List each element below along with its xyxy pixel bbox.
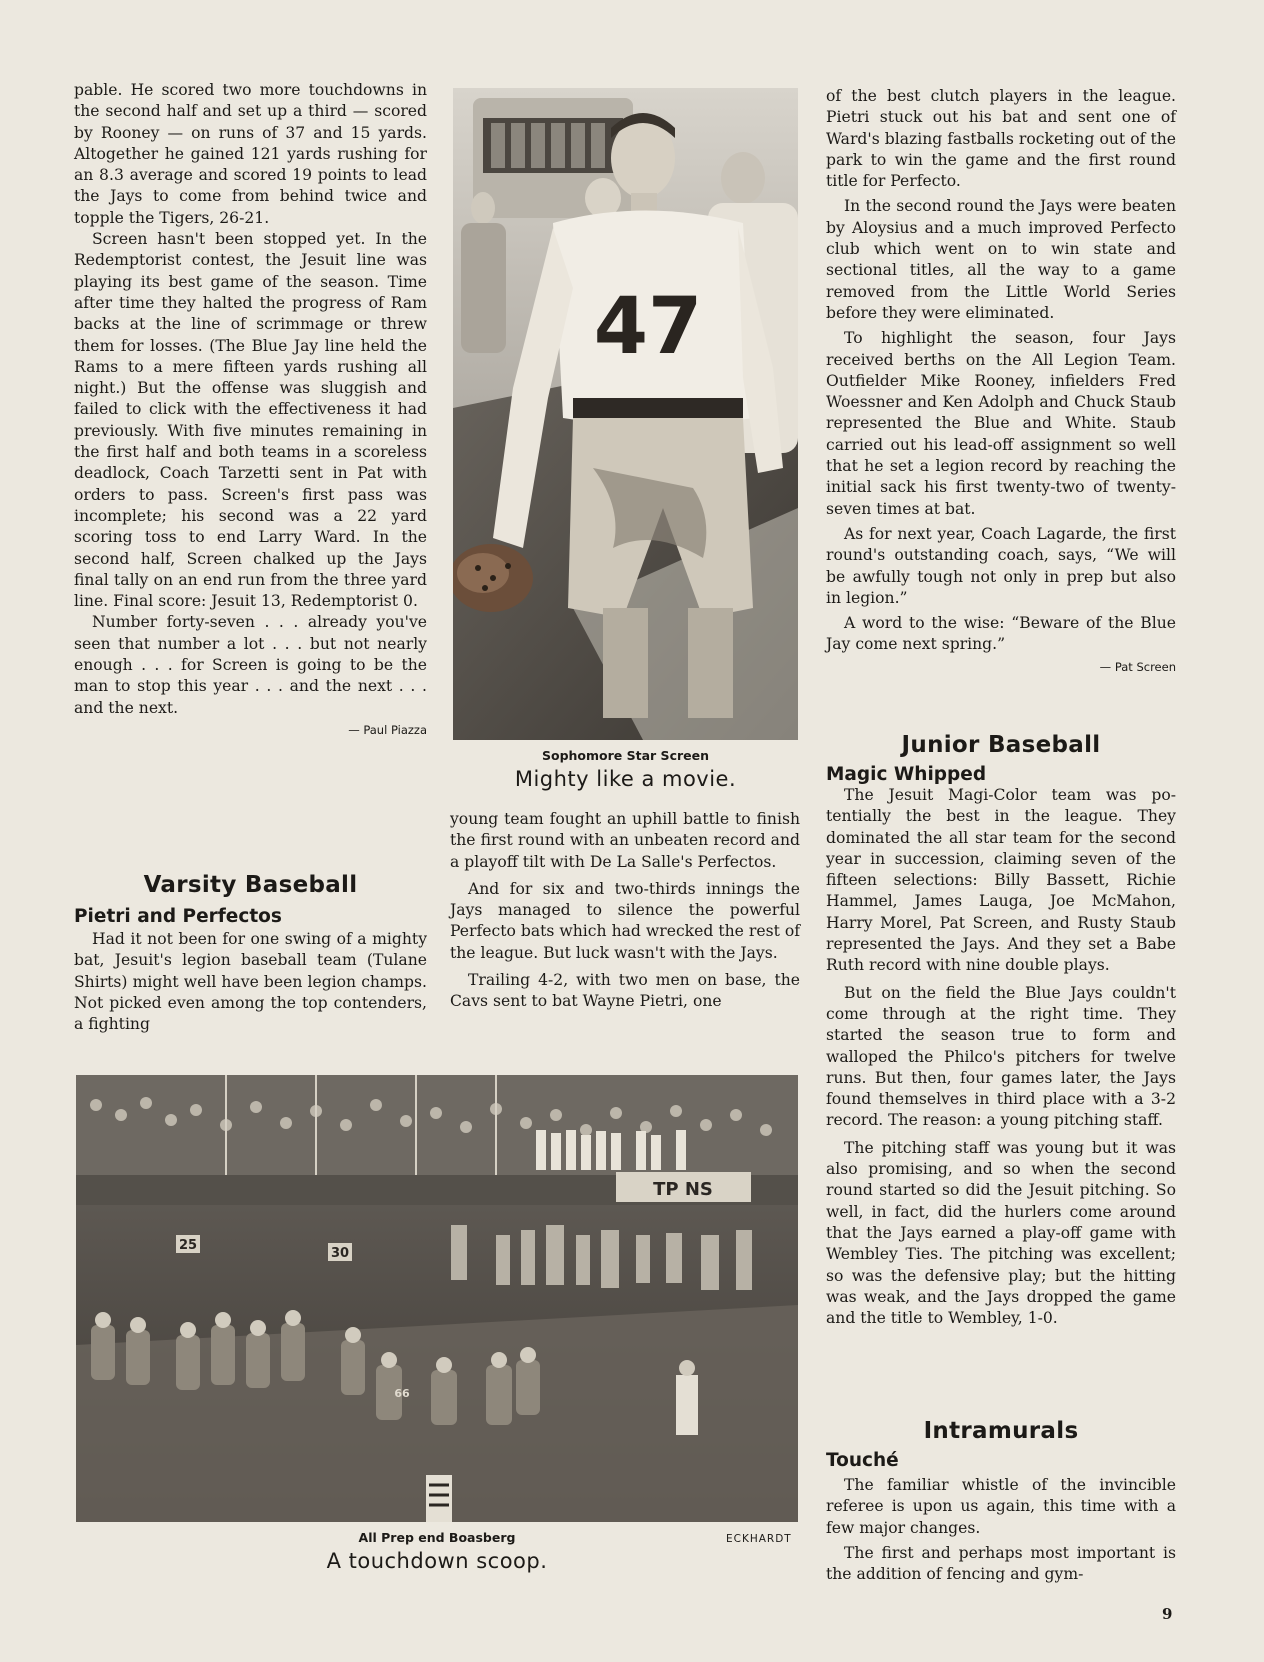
column-1 (74, 80, 427, 737)
body-paragraph: of the best clutch players in the league. Pietri stuck out his bat and sent one of Ward's blazing fastballs rocketing out of the park to win the game and the first round title for Perfecto. (826, 87, 1176, 191)
body-paragraph: A word to the wise: “Beware of the Blue Jay come next spring.” (826, 614, 1176, 654)
game-photo-caption (76, 1530, 798, 1573)
player-photo-image (453, 88, 798, 740)
caption-small: All Prep end Boasberg (358, 1530, 516, 1545)
body-paragraph: The Jesuit Magi-Color team was potentially the best in the league. They dominated the all star team for the second year in succession, claiming seven of the fifteen selections: Billy Bassett, Richie Hammel, James Lauga, Joe McMahon, Harry Morel, Pat Screen, and Rusty Staub represented the Jays. And they set a Babe Ruth record with nine double plays. (826, 786, 1176, 975)
photo-credit: ECKHARDT (726, 1533, 792, 1545)
sub-title: Touché (826, 1450, 899, 1471)
player-photo (453, 88, 798, 740)
game-photo-image (76, 1075, 798, 1522)
section-title: Intramurals (923, 1418, 1079, 1444)
page-number: 9 (1162, 1605, 1173, 1623)
game-photo (76, 1075, 798, 1522)
caption-big: A touchdown scoop. (326, 1549, 548, 1573)
sub-title: Magic Whipped (826, 764, 987, 785)
body-paragraph: The familiar whistle of the invincible referee is upon us again, this time with a few major changes. (826, 1476, 1176, 1537)
stadium-banner-text: TP NS (653, 1179, 713, 1200)
yard-marker: 30 (330, 1246, 350, 1261)
body-paragraph: pable. He scored two more touchdowns in the second half and set up a third — scored by Rooney — on runs of 37 and 15 yards. Altogether he gained 121 yards rushing for an 8.3 average and scored 19 points to lead the Jays to come from behind twice and topple the Tigers, 26-21. (74, 81, 427, 227)
junior-baseball-section (826, 732, 1176, 1329)
body-paragraph: Had it not been for one swing of a mighty bat, Jesuit's legion baseball team (Tulane Shirts) might well have been legion champs. Not picked even among the top contenders, a fighting (74, 930, 427, 1034)
byline: — Pat Screen (1099, 659, 1176, 674)
body-paragraph: In the second round the Jays were beaten by Aloysius and a much improved Perfecto club which went on to win state and sectional titles, all the way to a game removed from the Little World Series before they were eliminated. (826, 197, 1176, 322)
body-paragraph: young team fought an uphill battle to finish the first round with an unbeaten record and a playoff tilt with De La Salle's Perfectos. (450, 810, 800, 871)
section-title: Junior Baseball (901, 732, 1101, 758)
body-paragraph: Screen hasn't been stopped yet. In the Redemptorist contest, the Jesuit line was playing its best game of the season. Time after time they halted the progress of Ram backs at the line of scrimmage or threw them for losses. (The Blue Jay line held the Rams to a mere fifteen yards rushing all night.) But the offense was sluggish and failed to click with the effectiveness it had previously. With five minutes remaining in the first half and both teams in a scoreless deadlock, Coach Tarzetti sent in Pat with orders to pass. Screen's first pass was incomplete; his second was a 22 yard scoring toss to end Larry Ward. In the second half, Screen chalked up the Jays final tally on an end run from the three yard line. Final score: Jesuit 13, Redemptorist 0. (74, 230, 427, 611)
sub-title: Pietri and Perfectos (74, 906, 282, 927)
varsity-baseball-section (74, 872, 427, 1035)
player-number: 66 (394, 1387, 410, 1400)
caption-small: Sophomore Star Screen (542, 748, 709, 763)
body-paragraph: But on the field the Blue Jays couldn't come through at the right time. They started the season true to form and walloped the Philco's pitchers for twelve runs. But then, four games later, the Jays found themselves in third place with a 3-2 record. The reason: a young pitching staff. (826, 983, 1176, 1130)
section-title: Varsity Baseball (143, 872, 358, 898)
player-photo-caption (453, 748, 798, 791)
body-paragraph: The pitching staff was young but it was also promising, and so when the second round started so did the Jesuit pitching. So well, in fact, did the hurlers come around that the Jays earned a play-off game with Wembley Ties. The pitching was excellent; so was the defensive play; but the hitting was weak, and the Jays dropped the game and the title to Wembley, 1-0. (826, 1138, 1176, 1328)
intramurals-section (826, 1418, 1176, 1585)
body-paragraph: The first and perhaps most important is the addition of fencing and gym- (826, 1543, 1176, 1584)
jersey-number: 47 (593, 282, 703, 372)
body-paragraph: As for next year, Coach Lagarde, the first round's outstanding coach, says, “We will be awfully tough not only in prep but also in legion.” (826, 524, 1176, 607)
body-paragraph: And for six and two-thirds innings the Jays managed to silence the powerful Perfecto bats which had wrecked the rest of the league. But luck wasn't with the Jays. (450, 879, 800, 962)
yard-marker: 25 (178, 1238, 198, 1253)
body-paragraph: Number forty-seven . . . already you've seen that number a lot . . . but not nearly enough . . . for Screen is going to be the man to stop this year . . . and the next . . . and the next. (74, 613, 427, 717)
column-2-text (450, 809, 800, 1013)
body-paragraph: Trailing 4-2, with two men on base, the Cavs sent to bat Wayne Pietri, one (450, 971, 800, 1011)
column-3 (826, 86, 1176, 674)
byline: — Paul Piazza (348, 722, 427, 737)
caption-big: Mighty like a movie. (514, 767, 737, 791)
body-paragraph: To highlight the season, four Jays received berths on the All Legion Team. Outfielder Mike Rooney, infielders Fred Woessner and Ken Adolph and Chuck Staub represented the Blue and White. Staub carried out his lead-off assignment so well that he set a legion record by reaching the initial sack his first twenty-two of twenty-seven times at bat. (826, 329, 1176, 518)
